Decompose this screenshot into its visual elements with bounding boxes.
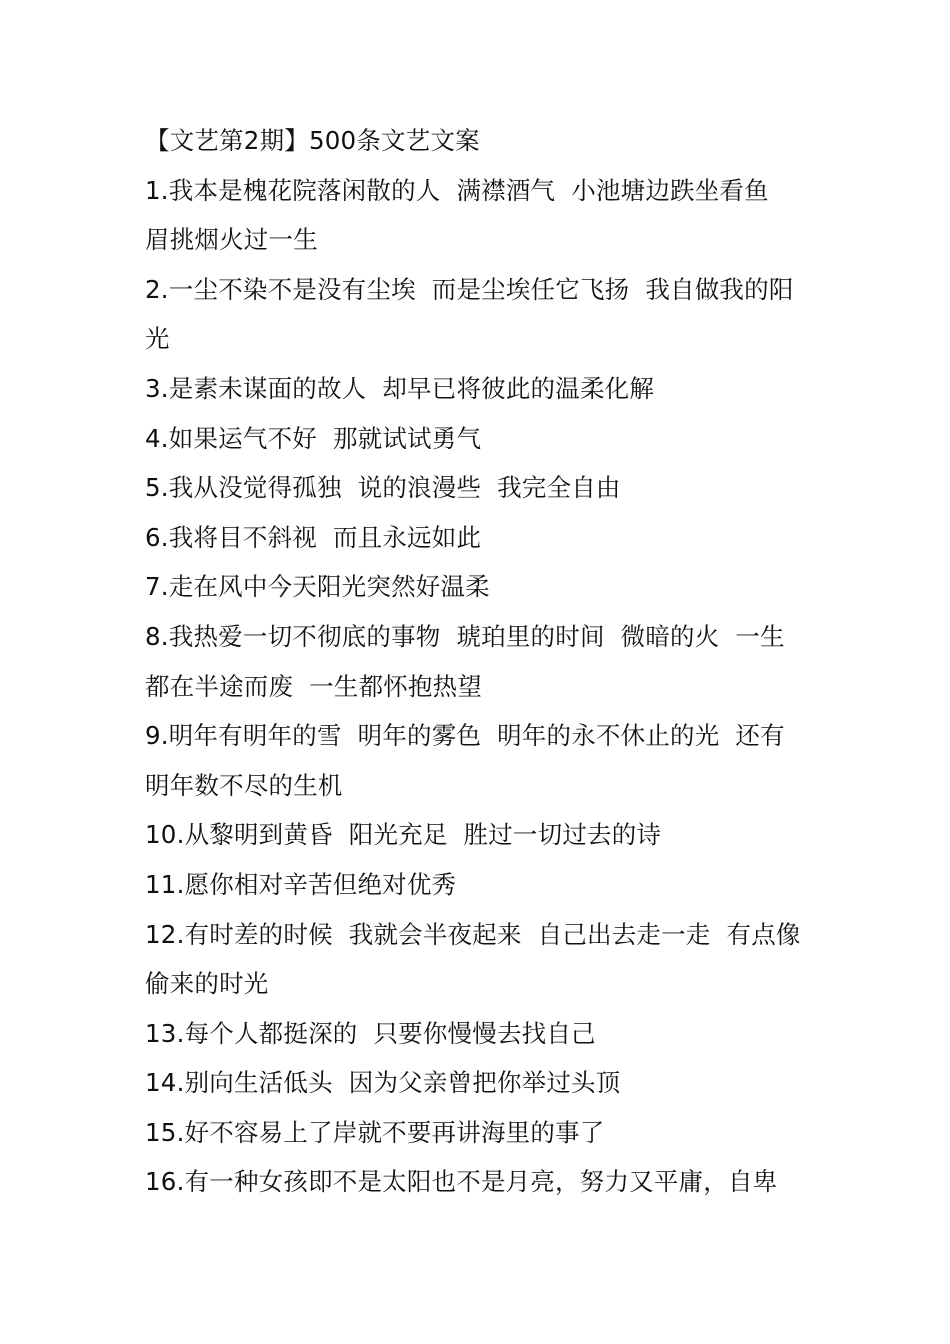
document-title: 【文艺第2期】500条文艺文案 — [145, 126, 480, 155]
text-line: 4.如果运气不好 那就试试勇气 — [145, 423, 482, 453]
text-line: 8.我热爱一切不彻底的事物 琥珀里的时间 微暗的火 一生 — [145, 621, 785, 651]
text-line: 16.有一种女孩即不是太阳也不是月亮，努力又平庸，自卑 — [145, 1167, 778, 1197]
text-line: 11.愿你相对辛苦但绝对优秀 — [145, 869, 457, 899]
document-body — [145, 116, 810, 1207]
text-line: 14.别向生活低头 因为父亲曾把你举过头顶 — [145, 1068, 621, 1098]
text-line: 12.有时差的时候 我就会半夜起来 自己出去走一走 有点像 — [145, 919, 801, 949]
text-line: 偷来的时光 — [145, 969, 269, 999]
text-line: 9.明年有明年的雪 明年的雾色 明年的永不休止的光 还有 — [145, 721, 785, 751]
text-line: 7.走在风中今天阳光突然好温柔 — [145, 572, 490, 602]
text-line: 13.每个人都挺深的 只要你慢慢去找自己 — [145, 1018, 596, 1048]
text-line: 都在半途而废 一生都怀抱热望 — [145, 671, 483, 701]
text-line: 2.一尘不染不是没有尘埃 而是尘埃任它飞扬 我自做我的阳 — [145, 274, 794, 304]
text-line: 10.从黎明到黄昏 阳光充足 胜过一切过去的诗 — [145, 820, 662, 850]
text-line: 光 — [145, 324, 170, 354]
text-line: 1.我本是槐花院落闲散的人 满襟酒气 小池塘边跌坐看鱼 — [145, 175, 769, 205]
text-line: 3.是素未谋面的故人 却早已将彼此的温柔化解 — [145, 373, 655, 403]
text-line: 6.我将目不斜视 而且永远如此 — [145, 522, 482, 552]
text-line: 眉挑烟火过一生 — [145, 225, 318, 255]
text-line: 15.好不容易上了岸就不要再讲海里的事了 — [145, 1117, 605, 1147]
text-line: 明年数不尽的生机 — [145, 770, 343, 800]
text-line: 5.我从没觉得孤独 说的浪漫些 我完全自由 — [145, 473, 621, 503]
